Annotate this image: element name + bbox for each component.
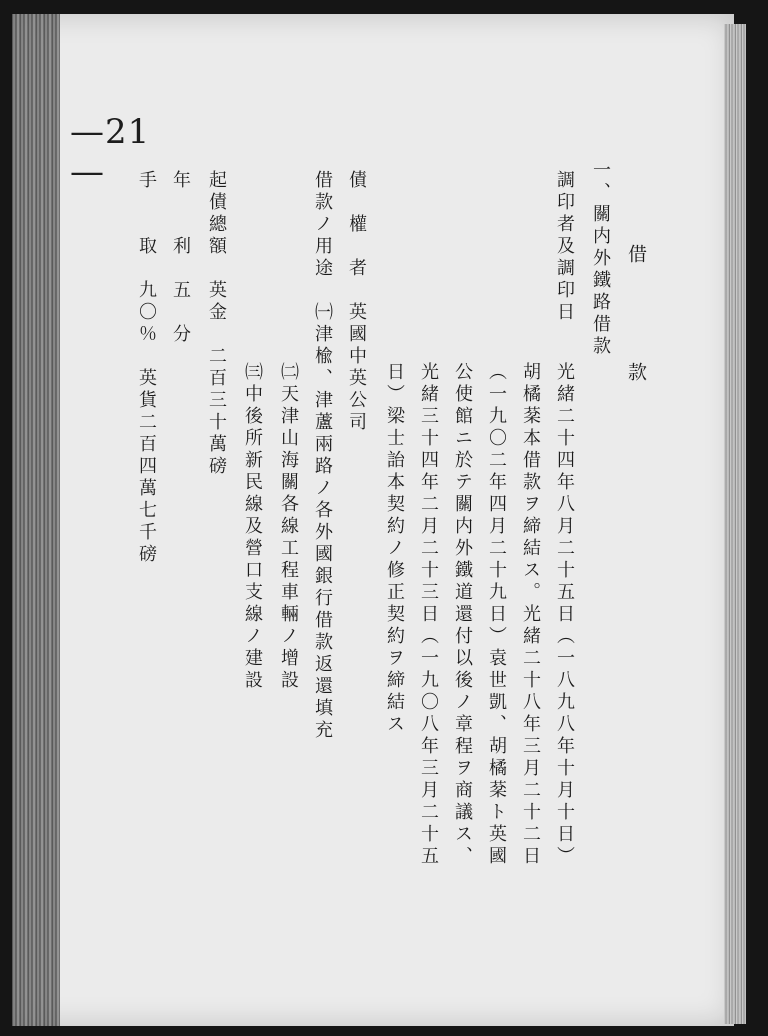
text-column-7: 光緒三十四年二月二十三日（一九〇八年三月二十五 — [418, 362, 439, 868]
text-column-14: 年 利 五 分 — [170, 170, 191, 346]
text-column-8: 日）梁士詒本契約ノ修正契約ヲ締結ス — [384, 362, 405, 736]
text-column-5: （一九〇二年四月二十九日）袁世凱、胡橘棻ト英國 — [486, 362, 507, 868]
section-heading-top: 借 — [625, 244, 647, 268]
text-column-15: 手 取 九〇％ 英貨二百四萬七千磅 — [136, 170, 157, 566]
text-column-6: 公使館ニ於テ關内外鐵道還付以後ノ章程ヲ商議ス、 — [452, 362, 473, 868]
text-column-4: 胡橘棻本借款ヲ締結ス。光緒二十八年三月二十二日 — [520, 362, 541, 868]
book-page — [12, 14, 734, 1026]
text-column-1: 一、關内外鐵路借款 — [590, 160, 611, 358]
text-column-13: 起債總額 英金 二百三十萬磅 — [206, 170, 227, 478]
book-gutter — [12, 14, 60, 1026]
text-column-2: 調印者及調印日 — [554, 170, 575, 324]
section-heading-bottom: 款 — [625, 362, 647, 386]
text-column-9: 債 權 者 英國中英公司 — [346, 170, 367, 434]
page-edge — [724, 24, 746, 1024]
text-column-12: ㈢中後所新民線及營口支線ノ建設 — [242, 362, 263, 692]
page-number: —21— — [70, 112, 151, 192]
text-column-11: ㈡天津山海關各線工程車輛ノ增設 — [278, 362, 299, 692]
text-column-3: 光緒二十四年八月二十五日（一八九八年十月十日） — [554, 362, 575, 868]
text-column-10: 借款ノ用途 ㈠津楡、津蘆兩路ノ各外國銀行借款返還填充 — [312, 170, 333, 742]
